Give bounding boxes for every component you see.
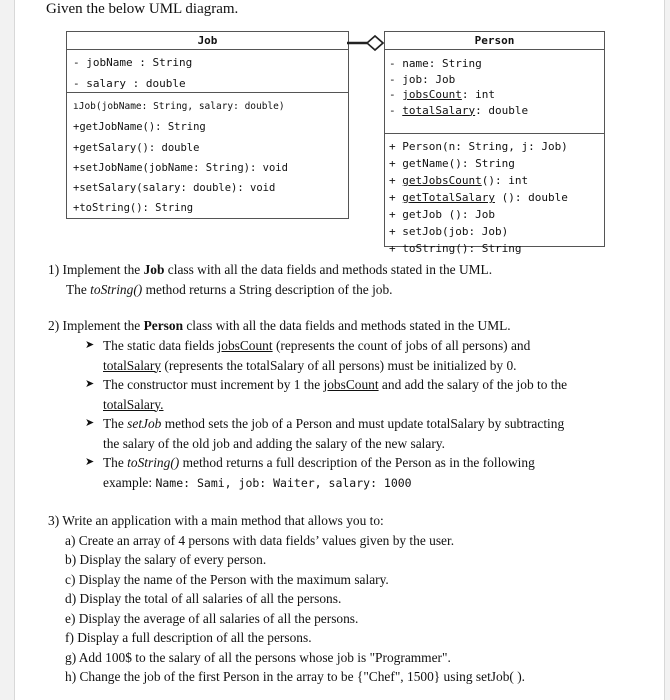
person-method-setjob: + setJob(job: Job) [389, 225, 509, 238]
q2-bullet1-line2: totalSalary (represents the totalSalary of all persons) must be initialized by 0. [103, 357, 517, 373]
q2-bullet3-line2: the salary of the old job and adding the salary of the new salary. [103, 435, 445, 451]
q2-bullet3-line1: The setJob method sets the job of a Person and must update totalSalary by subtracting [103, 416, 565, 431]
uml-job-class [66, 31, 349, 219]
person-method-tostring: + toString(): String [389, 242, 522, 255]
job-field-salary: - salary : double [73, 77, 186, 90]
person-fields-section [385, 50, 604, 134]
person-method-gettotalsalary: + getTotalSalary (): double [389, 191, 568, 204]
q2-line1: 2) Implement the Person class with all the data fields and methods stated in the UML. [48, 318, 511, 333]
aggregation-diamond-icon [367, 36, 383, 50]
jobscount-underlined: jobsCount [402, 88, 462, 101]
person-field-jobscount: - jobsCount: int [389, 88, 495, 101]
job-method-setsalary: +setSalary(salary: double): void [73, 182, 276, 195]
q2-bullet4-line1: The toString() method returns a full description of the Person as in the following [103, 455, 535, 470]
person-field-name: - name: String [389, 57, 482, 70]
q3-item-a: a) Create an array of 4 persons with data fields’ values given by the user. [65, 532, 455, 548]
q3-item-d: d) Display the total of all salaries of all the persons. [65, 591, 342, 606]
q3-item-f: f) Display a full description of all the persons. [65, 630, 312, 645]
q2-bullet4-line2: example: Name: Sami, job: Waiter, salary: 1000 [103, 474, 412, 490]
person-constructor: + Person(n: String, j: Job) [389, 140, 568, 153]
uml-person-class [384, 31, 605, 255]
q2-bullet2-line1: The constructor must increment by 1 the jobsCount and add the salary of the job to the [103, 377, 568, 392]
job-method-getsalary: +getSalary(): double [73, 141, 200, 154]
person-class-title: Person [385, 32, 604, 50]
job-method-getjobname: +getJobName(): String [73, 121, 206, 134]
q3-line1: 3) Write an application with a main method that allows you to: [48, 513, 384, 528]
person-method-getjobscount: + getJobsCount(): int [389, 174, 529, 187]
q2-bullet1-line1: The static data fields jobsCount (represents the count of jobs of all persons) and [103, 338, 531, 353]
q3-item-h: h) Change the job of the first Person in the array to be {"Chef", 1500} using setJob( ). [65, 669, 526, 684]
right-page-edge [664, 0, 670, 700]
person-method-getjob: + getJob (): Job [389, 208, 495, 221]
bullet-arrow-icon: ➤ [85, 456, 95, 468]
bullet-arrow-icon: ➤ [85, 417, 95, 429]
q3-item-b: b) Display the salary of every person. [65, 552, 267, 567]
person-field-totalsalary: - totalSalary: double [389, 103, 529, 117]
job-field-jobname: - jobName : String [73, 56, 193, 69]
person-method-getname: + getName(): String [389, 157, 515, 170]
q3-item-e: e) Display the average of all salaries of all the persons. [65, 610, 359, 626]
job-methods-section [67, 93, 348, 219]
job-method-setjobname: +setJobName(jobName: String): void [73, 161, 288, 174]
aggregation-connector [347, 31, 384, 55]
q3-item-g: g) Add 100$ to the salary of all the persons whose job is "Programmer". [65, 649, 451, 665]
totalsalary-underlined: totalSalary [402, 103, 476, 117]
q1-line1: 1) Implement the Job class with all the data fields and methods stated in the UML. [48, 262, 493, 277]
q3-item-c: c) Display the name of the Person with the maximum salary. [65, 571, 389, 587]
job-constructor: ıJob(jobName: String, salary: double) [73, 101, 285, 112]
job-method-tostring: +toString(): String [73, 202, 194, 215]
bullet-arrow-icon: ➤ [85, 378, 95, 390]
q1-line2: The toString() method returns a String description of the job. [66, 281, 393, 297]
person-field-job: - job: Job [389, 72, 456, 86]
left-page-edge [0, 0, 15, 700]
person-methods-section [385, 134, 604, 257]
q2-bullet2-line2: totalSalary. [103, 396, 164, 412]
job-fields-section [67, 50, 348, 93]
bullet-arrow-icon: ➤ [85, 339, 95, 351]
page-heading: Given the below UML diagram. [46, 1, 239, 17]
job-class-title: Job [67, 32, 348, 50]
